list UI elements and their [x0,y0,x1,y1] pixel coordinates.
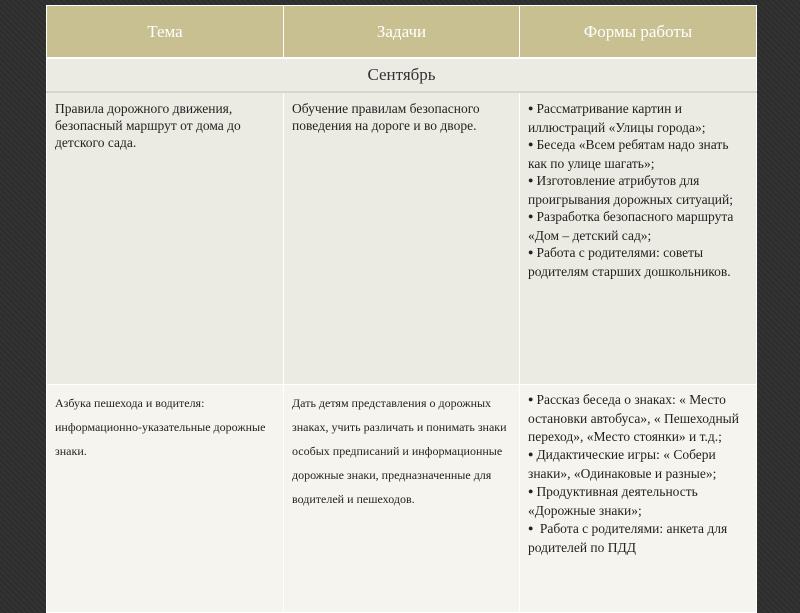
bullet-icon: ● [528,449,534,459]
list-item: ● Дидактические игры: « Собери знаки», «Одинаковые и разные»; [528,447,717,481]
list-item: ● Разработка безопасного маршрута «Дом – детский сад»; [528,209,734,243]
forms-list [528,391,748,557]
row-theme: Правила дорожного движения, безопасный маршрут от дома до детского сада. [47,92,284,385]
row-theme: Азбука пешехода и водителя: информационно-указательные дорожные знаки. [47,385,284,613]
row-forms [520,385,757,613]
table-header-row [47,6,757,59]
bullet-icon: ● [528,394,534,404]
list-item: ● Работа с родителями: советы родителям старших дошкольников. [528,245,731,279]
header-forms: Формы работы [520,6,757,59]
plan-table [46,5,757,613]
forms-list [528,100,748,280]
list-item: ● Рассказ беседа о знаках: « Место остановки автобуса», « Пешеходный переход», «Место стоянки» и т.д.; [528,392,739,444]
row-tasks: Обучение правилам безопасного поведения на дороге и во дворе. [284,92,520,385]
bullet-icon: ● [528,523,534,533]
list-item: ● Продуктивная деятельность «Дорожные знаки»; [528,484,698,518]
list-item: ● Работа с родителями: анкета для родителей по ПДД [528,521,728,555]
bullet-icon: ● [528,211,534,221]
bullet-icon: ● [528,175,534,185]
bullet-icon: ● [528,103,534,113]
header-tasks: Задачи [284,6,520,59]
bullet-icon: ● [528,247,534,257]
table-row [47,92,757,385]
list-item: ● Изготовление атрибутов для проигрывания дорожных ситуаций; [528,173,733,207]
table-row [47,385,757,613]
month-label: Сентябрь [47,58,757,92]
bullet-icon: ● [528,486,534,496]
list-item: ● Рассматривание картин и иллюстраций «Улицы города»; [528,101,706,135]
header-theme: Тема [47,6,284,59]
row-tasks: Дать детям представления о дорожных знаках, учить различать и понимать знаки особых предписаний и информационные дорожные знаки, предназначенные для водителей и пешеходов. [284,385,520,613]
month-row [47,58,757,92]
bullet-icon: ● [528,139,534,149]
row-forms [520,92,757,385]
list-item: ● Беседа «Всем ребятам надо знать как по улице шагать»; [528,137,729,171]
